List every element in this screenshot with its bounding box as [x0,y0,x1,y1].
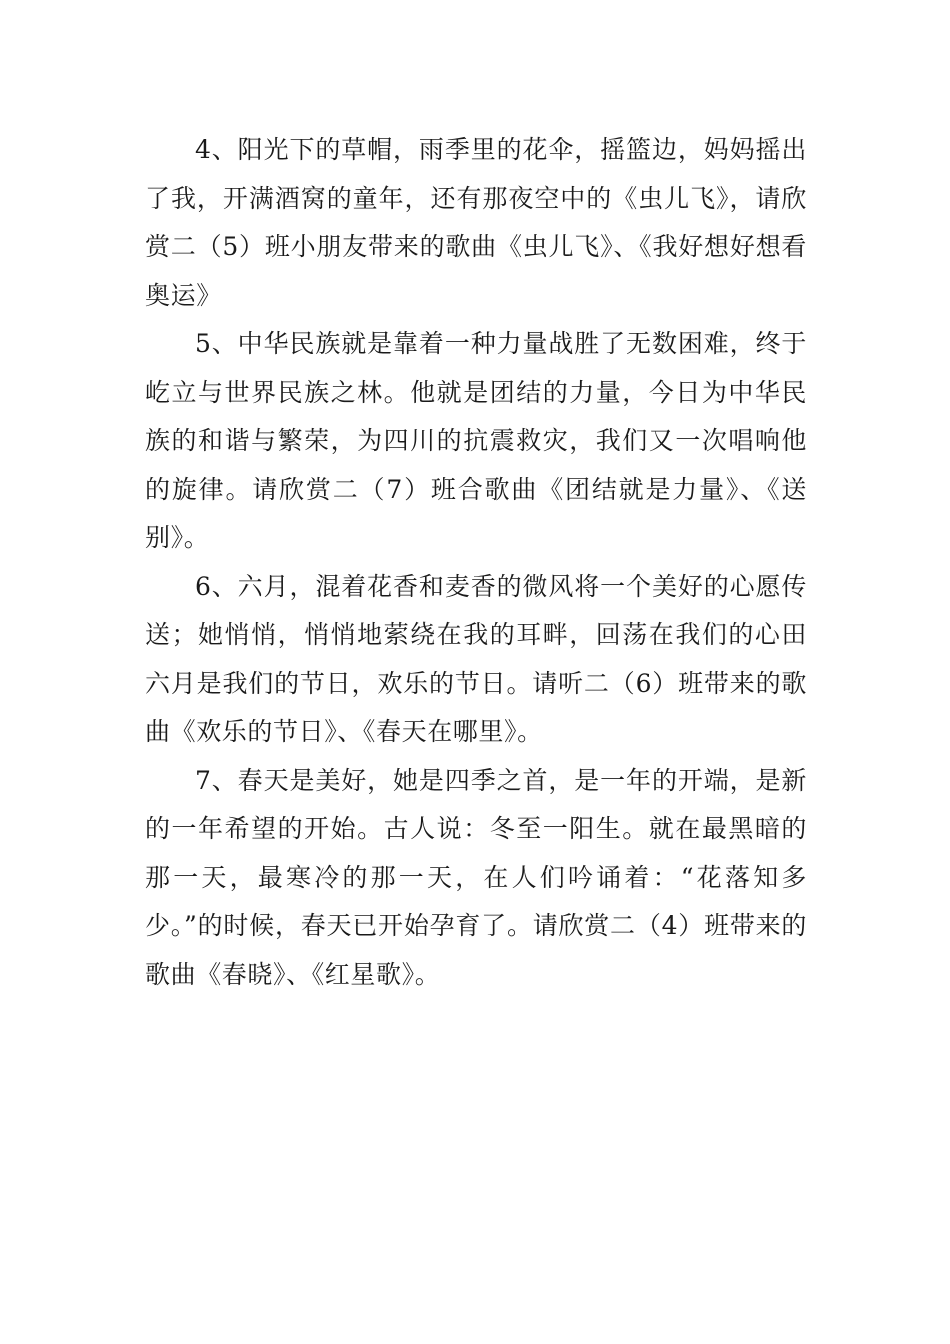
paragraph-7: 7、春天是美好，她是四季之首，是一年的开端，是新的一年希望的开始。古人说：冬至一阳生。就在最黑暗的那一天，最寒冷的那一天，在人们吟诵着：“花落知多少。”的时候，春天已开始孕育了。请欣赏二（4）班带来的歌曲《春晓》、《红星歌》。 [145,765,807,989]
paragraph-5: 5、中华民族就是靠着一种力量战胜了无数困难，终于屹立与世界民族之林。他就是团结的力量，今日为中华民族的和谐与繁荣，为四川的抗震救灾，我们又一次唱响他的旋律。请欣赏二（7）班合歌曲《团结就是力量》、《送别》。 [145,329,807,552]
paragraph-4: 4、阳光下的草帽，雨季里的花伞，摇篮边，妈妈摇出了我，开满酒窝的童年，还有那夜空中的《虫儿飞》，请欣赏二（5）班小朋友带来的歌曲《虫儿飞》、《我好想好想看奥运》 [145,135,807,310]
paragraph-6: 6、六月，混着花香和麦香的微风将一个美好的心愿传送；她悄悄，悄悄地萦绕在我的耳畔，回荡在我们的心田六月是我们的节日，欢乐的节日。请听二（6）班带来的歌曲《欢乐的节日》、《春天在哪里》。 [145,571,807,746]
document-body [145,126,807,999]
